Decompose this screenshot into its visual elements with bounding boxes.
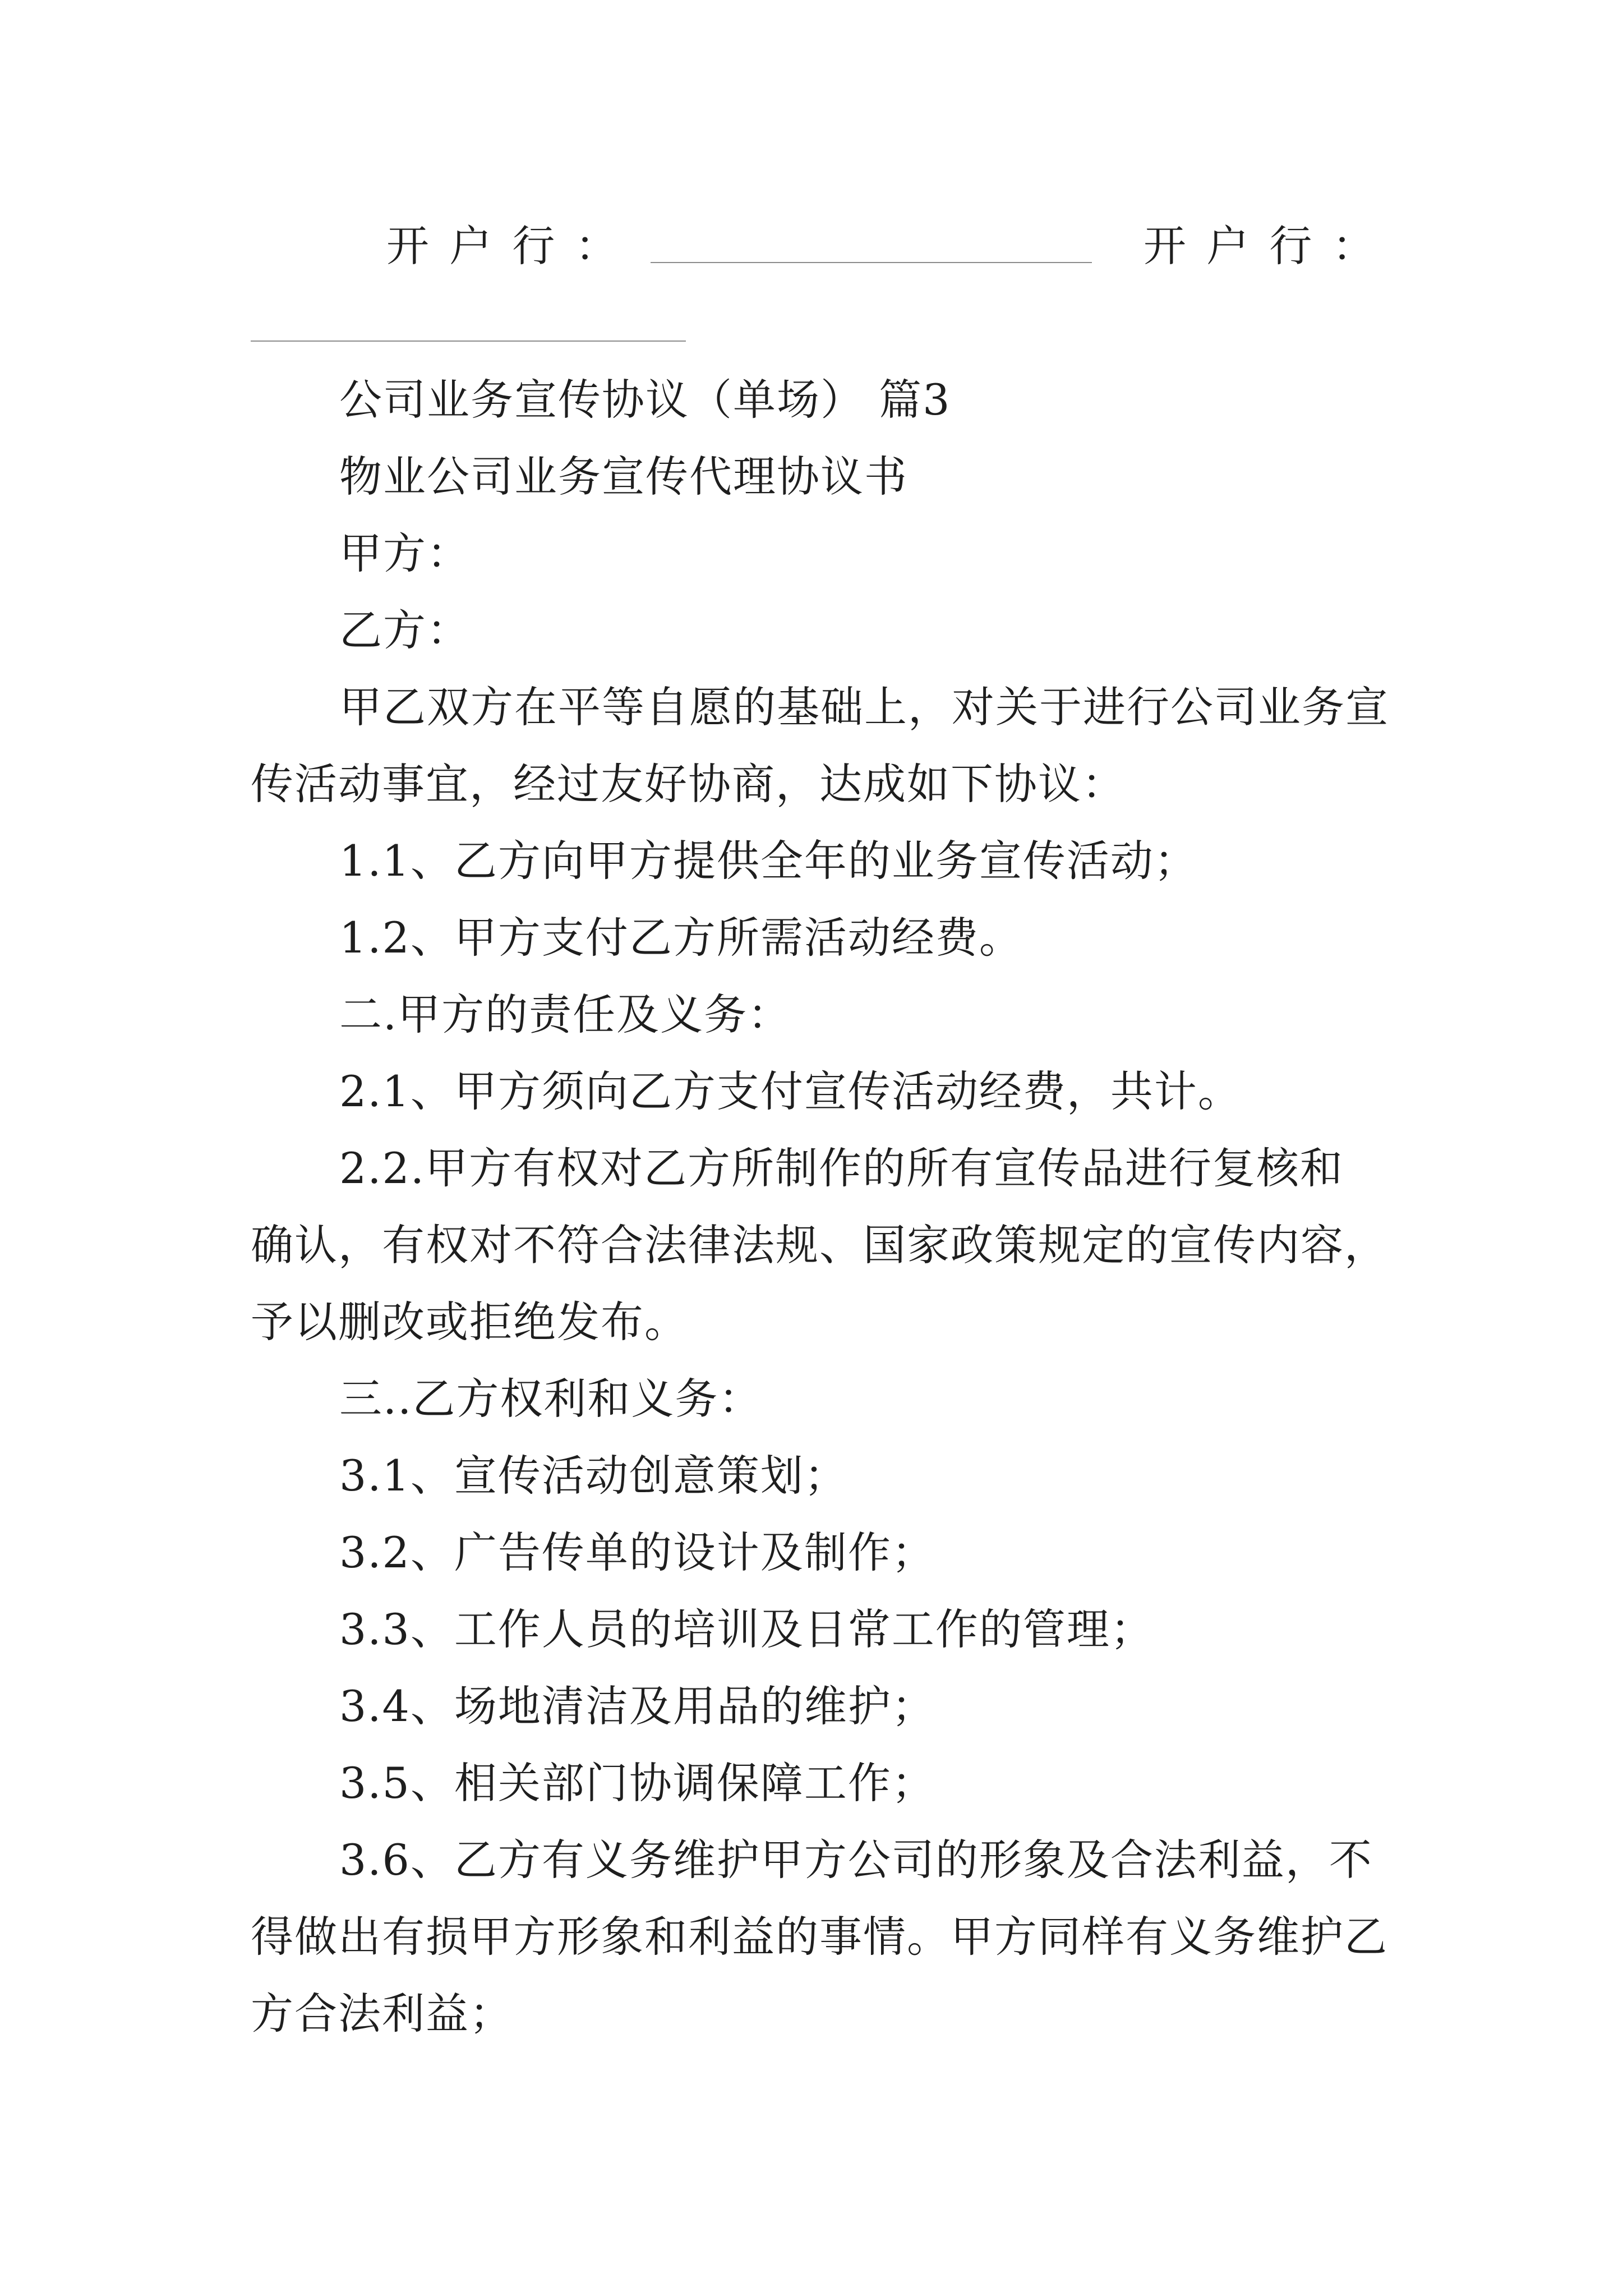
clause-3-6-line: 方合法利益； xyxy=(251,1989,513,2039)
clause-1-2: 1.2、甲方支付乙方所需活动经费。 xyxy=(339,913,1023,963)
clause-3-4: 3.4、场地清洁及用品的维护； xyxy=(339,1681,935,1731)
clause-3-3: 3.3、工作人员的培训及日常工作的管理； xyxy=(339,1604,1154,1654)
clause-2-1: 2.1、甲方须向乙方支付宣传活动经费，共计。 xyxy=(339,1066,1242,1116)
clause-3-6-line: 3.6、乙方有义务维护甲方公司的形象及合法利益，不 xyxy=(339,1835,1373,1885)
clause-3-6-line: 得做出有损甲方形象和利益的事情。甲方同样有义务维护乙 xyxy=(251,1912,1388,1962)
document-body xyxy=(251,208,1428,2052)
agreement-title: 物业公司业务宣传代理协议书 xyxy=(339,452,908,501)
bank-row xyxy=(251,208,1428,284)
bank-label-right: 开 户 行 ： xyxy=(1144,221,1378,271)
intro-line: 甲乙双方在平等自愿的基础上，对关于进行公司业务宣 xyxy=(339,682,1389,732)
intro-line: 传活动事宜，经过友好协商，达成如下协议： xyxy=(251,759,1126,809)
bank-blank-line-right xyxy=(251,341,686,342)
section-heading: 公司业务宣传协议（单场） 篇3 xyxy=(339,375,951,425)
clause-2-2-line: 2.2.甲方有权对乙方所制作的所有宣传品进行复核和 xyxy=(339,1143,1344,1193)
clause-3-2: 3.2、广告传单的设计及制作； xyxy=(339,1527,935,1577)
section-2-heading: 二.甲方的责任及义务： xyxy=(339,990,792,1039)
clause-3-5: 3.5、相关部门协调保障工作； xyxy=(339,1758,935,1808)
bank-label-left: 开 户 行 ： xyxy=(386,221,621,271)
clause-2-2-line: 确认，有权对不符合法律法规、国家政策规定的宣传内容， xyxy=(251,1220,1388,1270)
clause-1-1: 1.1、乙方向甲方提供全年的业务宣传活动； xyxy=(339,836,1198,886)
clause-2-2-line: 予以删改或拒绝发布。 xyxy=(251,1297,688,1347)
bank-row-continuation xyxy=(251,284,1428,361)
party-a-label: 甲方： xyxy=(339,528,471,578)
section-3-heading: 三..乙方权利和义务： xyxy=(339,1374,763,1424)
clause-3-1: 3.1、宣传活动创意策划； xyxy=(339,1451,848,1501)
party-b-label: 乙方： xyxy=(339,605,471,655)
bank-blank-line-left xyxy=(651,262,1092,263)
